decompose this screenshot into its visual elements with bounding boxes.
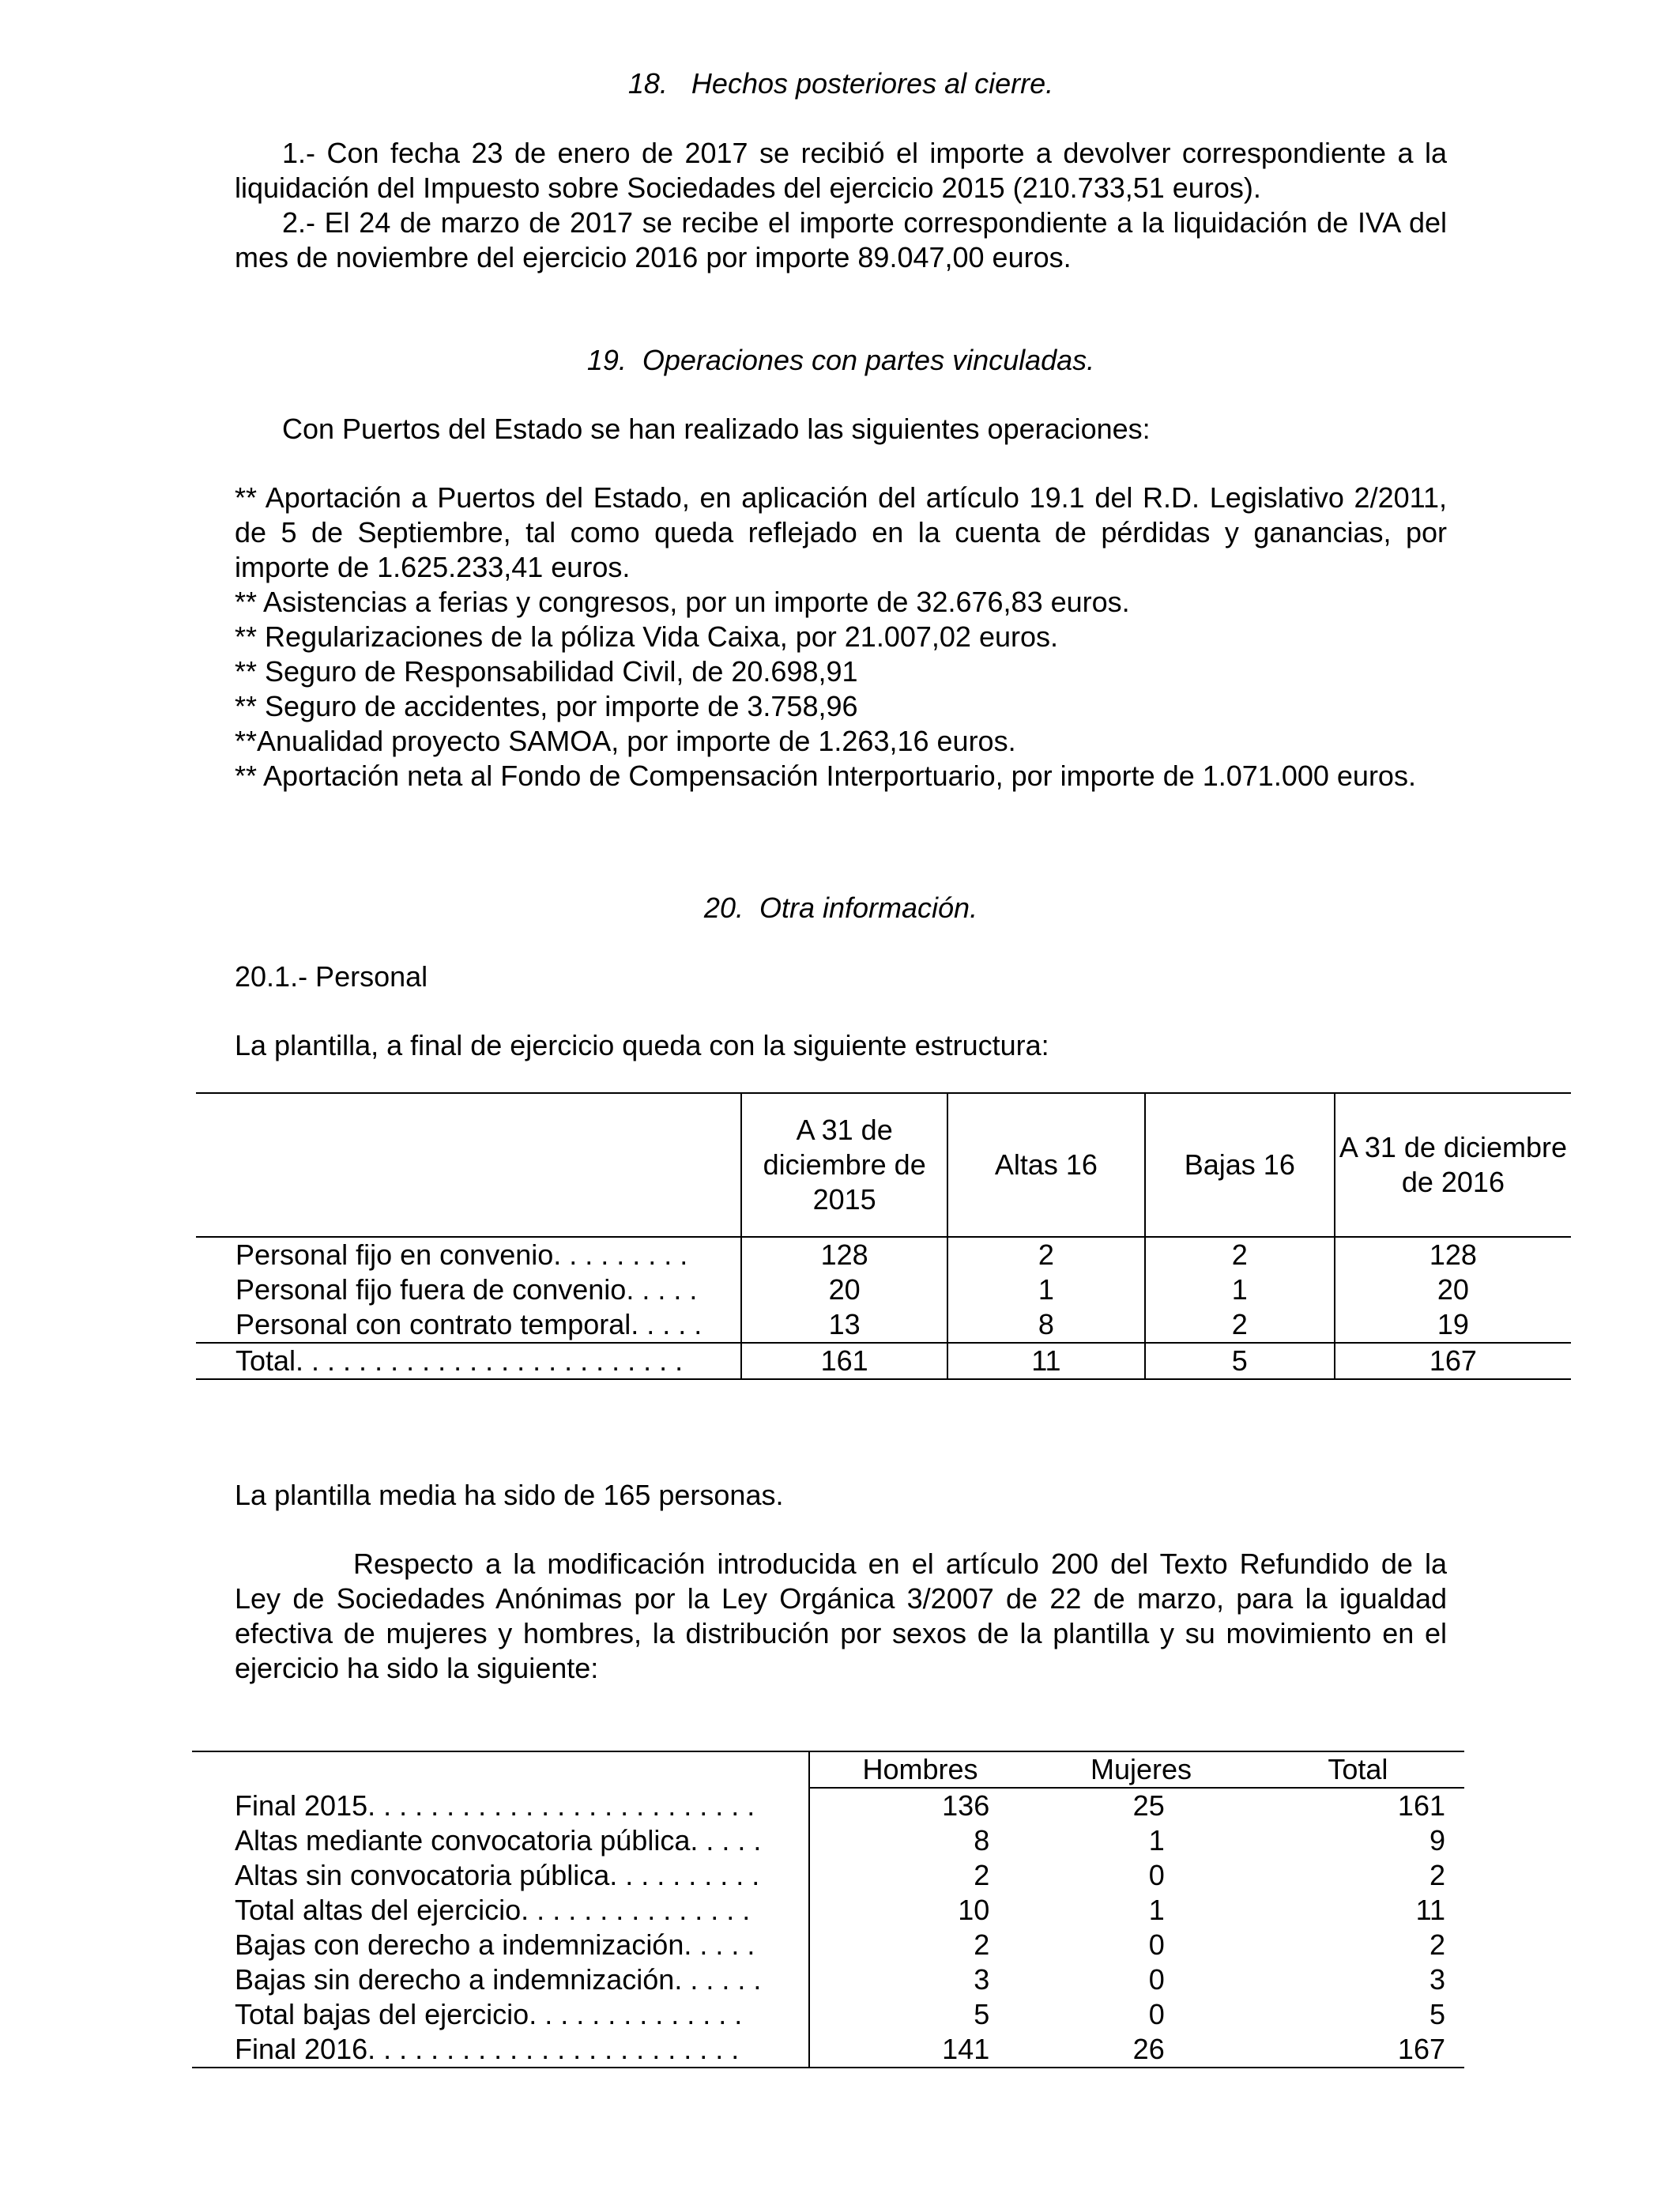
table-cell: 128	[1335, 1237, 1571, 1272]
table-cell: 8	[947, 1307, 1145, 1343]
table-cell: 2	[1145, 1307, 1335, 1343]
table-cell: 20	[741, 1272, 947, 1307]
table-cell: 2	[1429, 1859, 1445, 1891]
table-cell: 11	[947, 1343, 1145, 1379]
table-cell: 3	[1429, 1963, 1445, 1996]
table-cell: 3	[809, 1962, 1030, 1997]
table-cell: 0	[1148, 1998, 1165, 2030]
table-cell: 19	[1335, 1307, 1571, 1343]
operation-item: ** Seguro de accidentes, por importe de 3.758,96	[235, 690, 858, 722]
table-header-cell: Altas 16	[947, 1093, 1145, 1237]
table-header-cell	[192, 1751, 809, 1788]
table-cell: 9	[1429, 1824, 1445, 1857]
table-row	[192, 2032, 1464, 2068]
table-cell: 2	[809, 1858, 1030, 1893]
row-label: Bajas con derecho a indemnización. . . . .	[235, 1928, 755, 1961]
section-18-paragraph-1: 1.- Con fecha 23 de enero de 2017 se recibió el importe a devolver correspondiente a la liquidación del Impuesto sobre Sociedades del ejercicio 2015 (210.733,51 euros).	[235, 137, 1447, 204]
row-label: Altas mediante convocatoria pública. . . . .	[235, 1824, 762, 1857]
table-row	[192, 1962, 1464, 1997]
operation-item: ** Asistencias a ferias y congresos, por un importe de 32.676,83 euros.	[235, 586, 1130, 618]
table-row	[192, 1928, 1464, 1962]
table-cell: 167	[1252, 2032, 1464, 2068]
table-cell: 161	[1397, 1789, 1445, 1822]
personal-structure-table	[196, 1092, 1571, 1380]
table-header-cell: Mujeres	[1030, 1751, 1251, 1788]
table-row	[192, 1788, 1464, 1823]
section-18-title: 18. Hechos posteriores al cierre.	[627, 67, 1054, 100]
table-cell: 0	[1148, 1859, 1165, 1891]
table-cell: 1	[947, 1272, 1145, 1307]
table-row	[196, 1237, 1571, 1272]
table-cell: 0	[1148, 1963, 1165, 1996]
table-header-cell: Hombres	[809, 1751, 1030, 1788]
row-label: Total altas del ejercicio. . . . . . . . . . . . . . .	[235, 1894, 751, 1926]
operation-item: **Anualidad proyecto SAMOA, por importe de 1.263,16 euros.	[235, 725, 1016, 757]
table-cell: 1	[1148, 1824, 1165, 1857]
table-cell: 0	[1148, 1928, 1165, 1961]
table-cell: 1	[1145, 1272, 1335, 1307]
table-cell: 13	[741, 1307, 947, 1343]
table-row	[196, 1307, 1571, 1343]
table-cell: 161	[741, 1343, 947, 1379]
row-label: Personal fijo en convenio. . . . . . . . .	[235, 1238, 688, 1271]
table-cell: 1	[1148, 1894, 1165, 1926]
operation-item: ** Aportación neta al Fondo de Compensación Interportuario, por importe de 1.071.000 euros.	[235, 760, 1416, 792]
table-cell: 5	[1145, 1343, 1335, 1379]
table-cell: 2	[809, 1928, 1030, 1962]
table-cell: 2	[1429, 1928, 1445, 1961]
table-cell: 5	[809, 1997, 1030, 2032]
table-row	[192, 1823, 1464, 1858]
table-header-cell: A 31 de diciembre de 2015	[741, 1093, 947, 1237]
section-19-intro: Con Puertos del Estado se han realizado las siguientes operaciones:	[282, 413, 1151, 445]
section-20-1-intro: La plantilla, a final de ejercicio queda con la siguiente estructura:	[235, 1029, 1049, 1061]
section-18-paragraph-2: 2.- El 24 de marzo de 2017 se recibe el importe correspondiente a la liquidación de IVA del mes de noviembre del ejercicio 2016 por importe 89.047,00 euros.	[235, 206, 1447, 273]
table-row	[192, 1997, 1464, 2032]
table-cell: 11	[1415, 1894, 1445, 1926]
table-row	[196, 1272, 1571, 1307]
operation-item: ** Aportación a Puertos del Estado, en aplicación del artículo 19.1 del R.D. Legislativo 2/2011, de 5 de Septiembre, tal como queda reflejado en la cuenta de pérdidas y ganancias, por importe de 1.625.233,41 euros.	[235, 481, 1447, 583]
row-label: Final 2016. . . . . . . . . . . . . . . . . . . . . . . .	[192, 2032, 809, 2068]
row-label: Bajas sin derecho a indemnización. . . . . .	[235, 1963, 762, 1996]
row-label: Total bajas del ejercicio. . . . . . . . . . . . . .	[235, 1998, 743, 2030]
table-header-row	[192, 1751, 1464, 1788]
igualdad-paragraph: Respecto a la modificación introducida en el artículo 200 del Texto Refundido de la Ley de Sociedades Anónimas por la Ley Orgánica 3/2007 de 22 de marzo, para la igualdad efectiva de mujeres y hombres, la distribución por sexos de la plantilla y su movimiento en el ejercicio ha sido la siguiente:	[235, 1547, 1447, 1684]
row-label: Total. . . . . . . . . . . . . . . . . . . . . . . . .	[196, 1343, 741, 1379]
table-row	[192, 1858, 1464, 1893]
table-cell: 167	[1335, 1343, 1571, 1379]
table-cell: 136	[809, 1788, 1030, 1823]
table-cell: 2	[947, 1237, 1145, 1272]
section-19-title: 19. Operaciones con partes vinculadas.	[586, 344, 1095, 376]
row-label: Personal con contrato temporal. . . . .	[235, 1308, 703, 1340]
gender-distribution-table	[192, 1751, 1464, 2068]
section-20-1-subtitle: 20.1.- Personal	[235, 960, 428, 993]
table-cell: 2	[1145, 1237, 1335, 1272]
table-cell: 26	[1030, 2032, 1251, 2068]
operation-item: ** Seguro de Responsabilidad Civil, de 20.698,91	[235, 655, 858, 688]
table-header-row	[196, 1093, 1571, 1237]
section-20-title: 20. Otra información.	[703, 892, 978, 924]
table-cell: 8	[809, 1823, 1030, 1858]
table-cell: 20	[1335, 1272, 1571, 1307]
table-cell: 5	[1429, 1998, 1445, 2030]
table-header-cell: Total	[1252, 1751, 1464, 1788]
row-label: Personal fijo fuera de convenio. . . . .	[235, 1273, 698, 1306]
table-total-row	[196, 1343, 1571, 1379]
row-label: Altas sin convocatoria pública. . . . . . . . . .	[235, 1859, 760, 1891]
table-header-cell: Bajas 16	[1145, 1093, 1335, 1237]
operation-item: ** Regularizaciones de la póliza Vida Caixa, por 21.007,02 euros.	[235, 620, 1058, 653]
section-19-operations-list	[235, 481, 1447, 794]
table-cell: 25	[1132, 1789, 1165, 1822]
table-cell: 128	[741, 1237, 947, 1272]
table-header-cell: A 31 de diciembre de 2016	[1335, 1093, 1571, 1237]
row-label: Final 2015. . . . . . . . . . . . . . . . . . . . . . . . .	[235, 1789, 755, 1822]
table-cell: 141	[809, 2032, 1030, 2068]
table-cell: 10	[809, 1893, 1030, 1928]
table-row	[192, 1893, 1464, 1928]
table-header-cell	[196, 1093, 741, 1237]
plantilla-media-text: La plantilla media ha sido de 165 personas.	[235, 1479, 784, 1511]
